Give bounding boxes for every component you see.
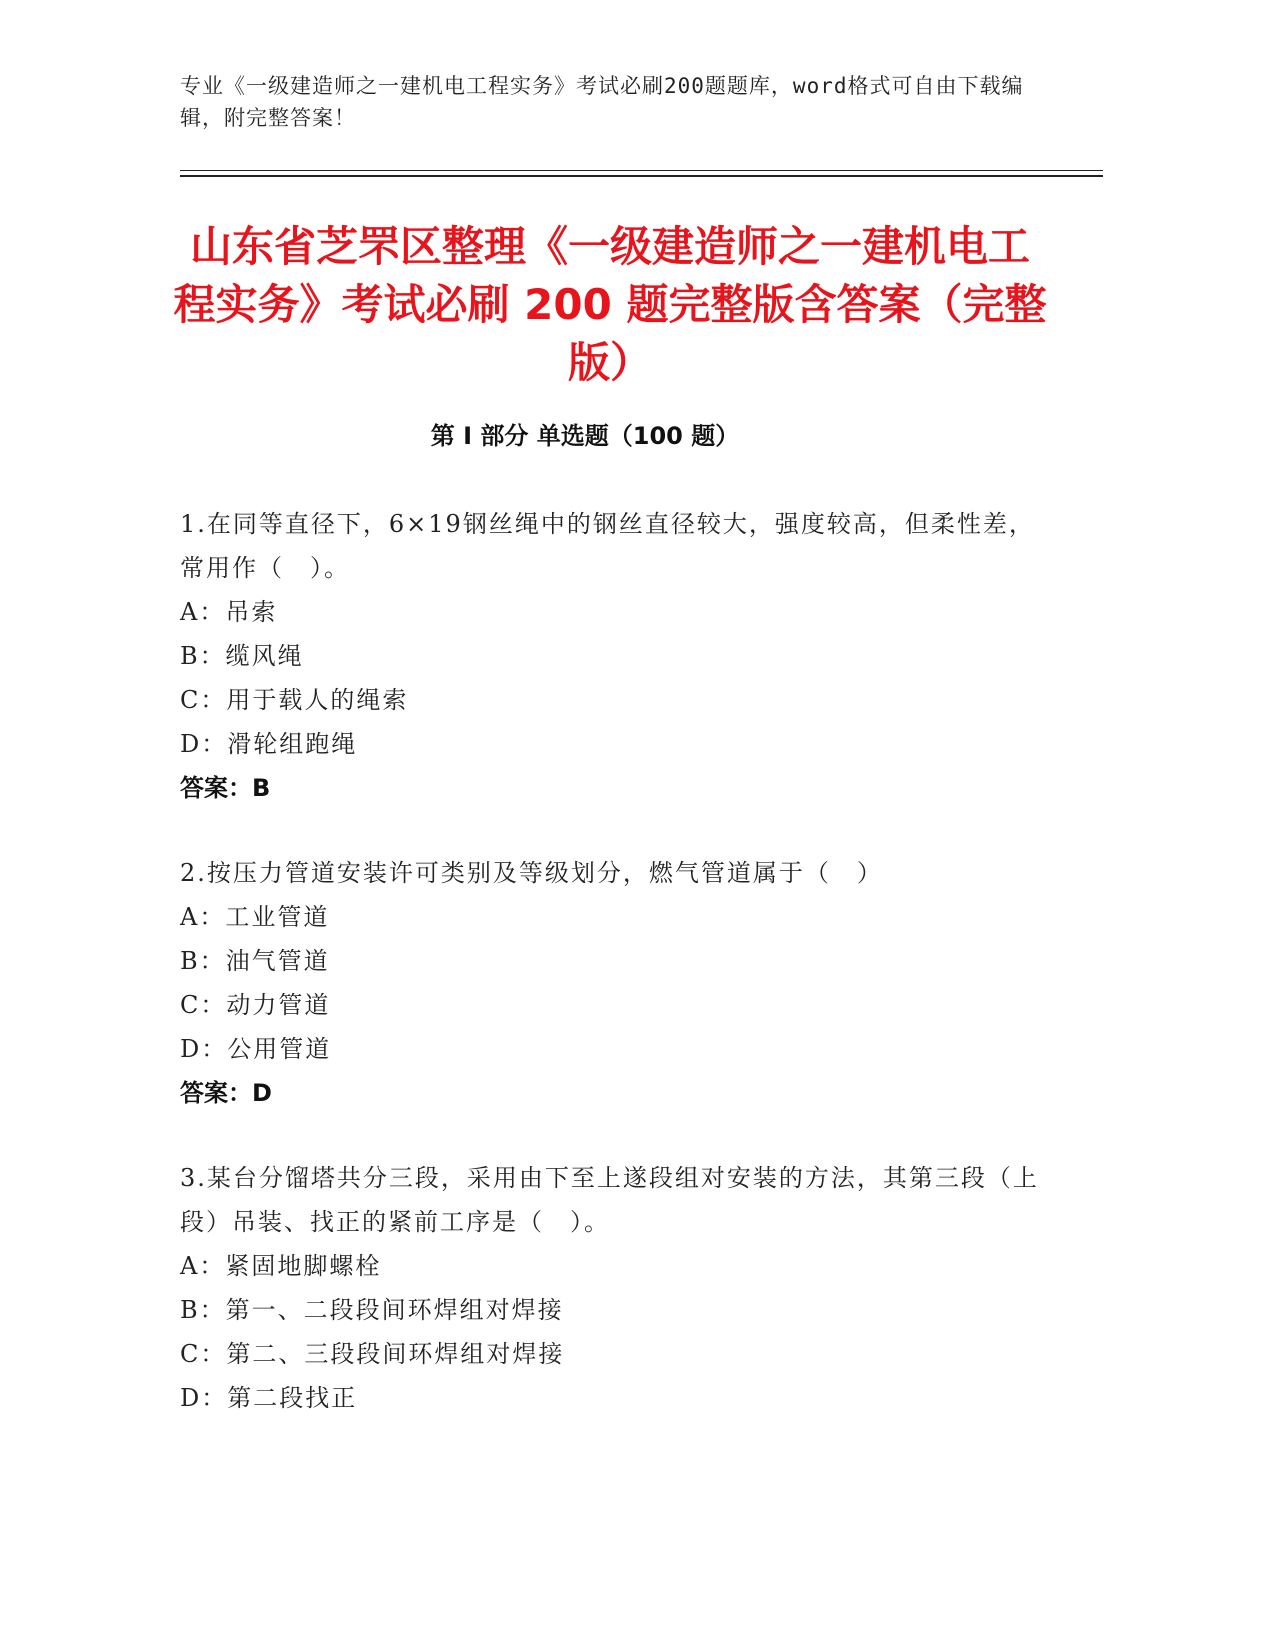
option-c: C：用于载人的绳索 <box>180 686 409 714</box>
answer: 答案：D <box>180 1079 272 1107</box>
option-a: A：紧固地脚螺栓 <box>180 1252 382 1280</box>
section-title: 第 I 部分 单选题（100 题） <box>430 422 740 450</box>
option-a: A：吊索 <box>180 598 278 626</box>
option-b: B：油气管道 <box>180 947 330 975</box>
option-b: B：缆风绳 <box>180 642 304 670</box>
option-d: D：滑轮组跑绳 <box>180 730 358 758</box>
option-d: D：公用管道 <box>180 1035 332 1063</box>
header-note: 专业《一级建造师之一建机电工程实务》考试必刷200题题库，word格式可自由下载编辑，附完整答案！ <box>180 74 1024 130</box>
header-rule-thick <box>180 175 1103 177</box>
answer: 答案：B <box>180 774 271 802</box>
question-3 <box>180 1156 1060 1420</box>
option-b: B：第一、二段段间环焊组对焊接 <box>180 1296 564 1324</box>
option-a: A：工业管道 <box>180 903 330 931</box>
header-rule-thin <box>180 170 1103 171</box>
question-stem: 2.按压力管道安装许可类别及等级划分，燃气管道属于（ ） <box>180 859 883 887</box>
question-stem: 3.某台分馏塔共分三段，采用由下至上遂段组对安装的方法，其第三段（上段）吊装、找正的紧前工序是（ ）。 <box>180 1164 1039 1236</box>
option-c: C：第二、三段段间环焊组对焊接 <box>180 1340 565 1368</box>
question-stem: 1.在同等直径下，6×19钢丝绳中的钢丝直径较大，强度较高，但柔性差，常用作（ ）。 <box>180 510 1035 582</box>
question-1 <box>180 502 1060 810</box>
option-d: D：第二段找正 <box>180 1384 358 1412</box>
document-title: 山东省芝罘区整理《一级建造师之一建机电工程实务》考试必刷 200 题完整版含答案（完整版） <box>173 222 1047 387</box>
question-2 <box>180 851 1060 1115</box>
option-c: C：动力管道 <box>180 991 331 1019</box>
